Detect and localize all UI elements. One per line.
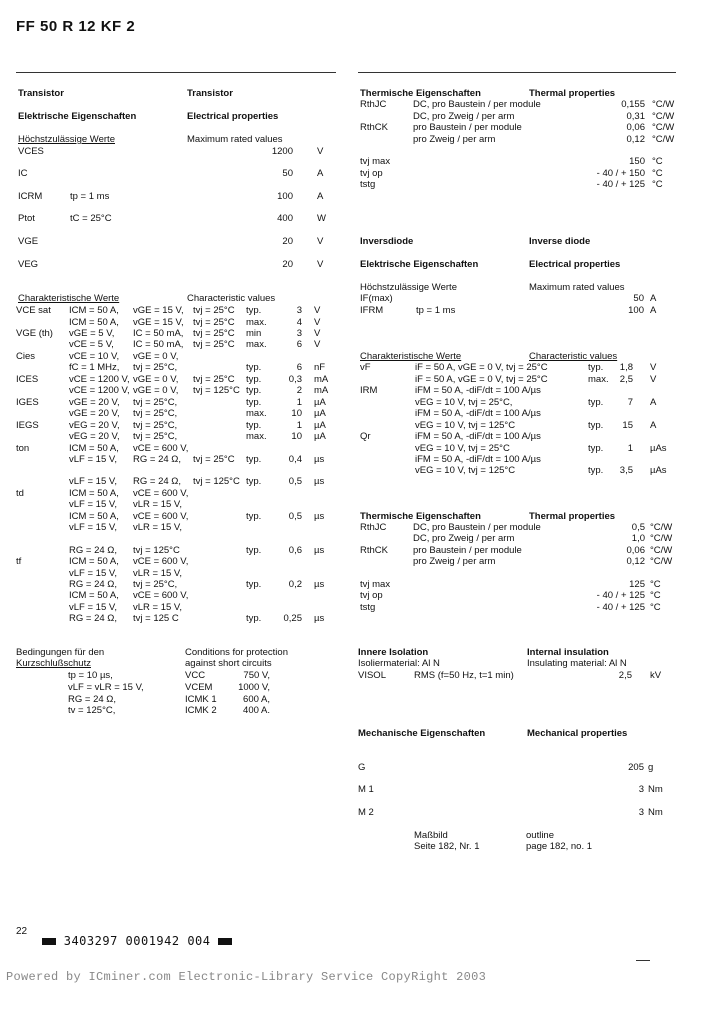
mechanical-unit: g: [648, 762, 654, 773]
char-unit: µA: [314, 420, 326, 431]
char-symbol: VCE sat: [16, 305, 51, 316]
char-value: 0,25: [283, 613, 302, 624]
char-symbol: ICES: [16, 374, 39, 385]
diode-max-condition: tp = 1 ms: [416, 305, 456, 316]
diode-char-condition: iF = 50 A, vGE = 0 V, tvj = 25°C: [415, 362, 548, 373]
diode-thermal-condition: pro Baustein / per module: [413, 545, 522, 556]
char-condition-2: vLR = 15 V,: [133, 602, 183, 613]
diode-char-condition: vEG = 10 V, tvj = 25°C,: [415, 397, 513, 408]
protection-symbol: ICMK 1: [185, 694, 217, 705]
param-symbol: ICRM: [18, 191, 43, 202]
char-condition-1: fC = 1 MHz,: [69, 362, 120, 373]
diode-max-unit: A: [650, 305, 657, 316]
document-title: FF 50 R 12 KF 2: [16, 18, 136, 35]
char-condition-2: RG = 24 Ω,: [133, 476, 182, 487]
thermal-value: 0,06: [626, 122, 645, 133]
char-value: 0,5: [288, 476, 302, 487]
protection-symbol: VCEM: [185, 682, 213, 693]
param-unit: A: [317, 191, 324, 202]
char-condition-3: tvj = 25°C: [193, 305, 235, 316]
char-condition-1: ICM = 50 A,: [69, 317, 119, 328]
protection-value: 400 A.: [243, 705, 270, 716]
param-value: 20: [282, 236, 293, 247]
diode-char-condition: vEG = 10 V, tvj = 125°C: [415, 465, 516, 476]
char-unit: V: [314, 339, 321, 350]
protection-symbol: ICMK 2: [185, 705, 217, 716]
char-value: 0,4: [288, 454, 302, 465]
diode-char-heading-en: Characteristic values: [529, 351, 618, 362]
char-symbol: td: [16, 488, 24, 499]
char-condition-2: tvj = 125 C: [133, 613, 179, 624]
short-circuit-condition-de: RG = 24 Ω,: [68, 694, 117, 705]
param-symbol: VGE: [18, 236, 39, 247]
thermal-symbol: tvj max: [360, 156, 391, 167]
diode-thermal-unit: °C/W: [650, 545, 673, 556]
char-symbol: tf: [16, 556, 22, 567]
param-unit: W: [317, 213, 326, 224]
diode-thermal-unit: °C: [650, 579, 661, 590]
protection-heading-en: Conditions for protection: [185, 647, 288, 658]
char-condition-1: RG = 24 Ω,: [69, 579, 118, 590]
param-symbol: VCES: [18, 146, 44, 157]
mechanical-value: 3: [638, 784, 644, 795]
short-circuit-condition-de: tv = 125°C,: [68, 705, 116, 716]
mechanical-value: 205: [628, 762, 644, 773]
diode-char-qualifier: typ.: [588, 465, 604, 476]
char-condition-1: vLF = 15 V,: [69, 602, 117, 613]
char-value: 0,5: [288, 511, 302, 522]
thermal-unit: °C/W: [652, 111, 675, 122]
char-qualifier: max.: [246, 339, 267, 350]
short-circuit-condition-de: Kurzschlußschutz: [16, 658, 91, 669]
diode-max-heading-de: Höchstzulässige Werte: [360, 282, 457, 293]
diode-char-value: 3,5: [619, 465, 633, 476]
header-rule-left: [16, 72, 336, 73]
diode-char-qualifier: typ.: [588, 420, 604, 431]
diode-electrical-heading-en: Electrical properties: [529, 259, 621, 270]
diode-char-condition: iFM = 50 A, -diF/dt = 100 A/µs: [415, 408, 541, 419]
diode-thermal-unit: °C/W: [650, 533, 673, 544]
char-condition-2: vGE = 15 V,: [133, 317, 184, 328]
char-unit: µs: [314, 511, 325, 522]
char-condition-1: vEG = 20 V,: [69, 420, 120, 431]
char-qualifier: max.: [246, 317, 267, 328]
char-condition-2: tvj = 25°C,: [133, 579, 178, 590]
subsection-heading-en: Electrical properties: [187, 111, 279, 122]
diode-thermal-symbol: RthCK: [360, 545, 388, 556]
insulation-heading-de: Innere Isolation: [358, 647, 429, 658]
inverse-diode-heading-de: Inversdiode: [360, 236, 414, 247]
char-condition-2: tvj = 25°C,: [133, 420, 178, 431]
thermal-symbol: RthCK: [360, 122, 388, 133]
char-qualifier: typ.: [246, 420, 262, 431]
diode-char-unit: V: [650, 362, 657, 373]
char-unit: µs: [314, 476, 325, 487]
thermal-unit: °C: [652, 168, 663, 179]
page-number: 22: [16, 926, 28, 937]
thermal-value: 150: [629, 156, 645, 167]
thermal-unit: °C/W: [652, 122, 675, 133]
diode-char-value: 15: [622, 420, 633, 431]
isolation-symbol: VISOL: [358, 670, 386, 681]
diode-char-unit: µAs: [650, 443, 667, 454]
char-condition-2: tvj = 125°C: [133, 545, 180, 556]
char-value: 10: [291, 431, 302, 442]
thermal-heading-de: Thermische Eigenschaften: [360, 88, 481, 99]
char-value: 0,2: [288, 579, 302, 590]
thermal-value: - 40 / + 150: [596, 168, 645, 179]
param-unit: V: [317, 146, 324, 157]
protection-value: 1000 V,: [238, 682, 270, 693]
diode-thermal-symbol: RthJC: [360, 522, 387, 533]
char-condition-2: RG = 24 Ω,: [133, 454, 182, 465]
char-condition-1: vGE = 20 V,: [69, 408, 120, 419]
char-qualifier: typ.: [246, 454, 262, 465]
char-condition-2: vCE = 600 V,: [133, 511, 189, 522]
diode-char-condition: vEG = 10 V, tvj = 125°C: [415, 420, 516, 431]
char-condition-1: ICM = 50 A,: [69, 556, 119, 567]
char-condition-2: vGE = 0 V,: [133, 374, 179, 385]
char-condition-1: ICM = 50 A,: [69, 443, 119, 454]
short-circuit-condition-de: tp = 10 µs,: [68, 670, 113, 681]
param-value: 50: [282, 168, 293, 179]
char-condition-2: vGE = 0 V,: [133, 351, 179, 362]
diode-thermal-value: 0,12: [626, 556, 645, 567]
diode-char-qualifier: typ.: [588, 362, 604, 373]
thermal-symbol: tstg: [360, 179, 376, 190]
thermal-value: 0,155: [621, 99, 645, 110]
powered-by-footer: Powered by ICminer.com Electronic-Library Service CopyRight 2003: [6, 970, 487, 984]
diode-max-value: 100: [628, 305, 644, 316]
char-qualifier: typ.: [246, 579, 262, 590]
char-condition-2: vLR = 15 V,: [133, 522, 183, 533]
thermal-value: 0,31: [626, 111, 645, 122]
diode-max-symbol: IF(max): [360, 293, 393, 304]
char-value: 6: [296, 339, 302, 350]
char-value: 3: [296, 305, 302, 316]
char-qualifier: typ.: [246, 374, 262, 385]
diode-thermal-value: - 40 / + 125: [596, 590, 645, 601]
thermal-condition: pro Baustein / per module: [413, 122, 522, 133]
thermal-heading-en: Thermal properties: [529, 88, 616, 99]
char-condition-2: tvj = 25°C,: [133, 431, 178, 442]
characteristic-heading-de: Charakteristische Werte: [18, 293, 120, 304]
char-value: 4: [296, 317, 302, 328]
header-rule-right: [358, 72, 676, 73]
thermal-condition: DC, pro Zweig / per arm: [413, 111, 515, 122]
diode-char-condition: iF = 50 A, vGE = 0 V, tvj = 25°C: [415, 374, 548, 385]
char-unit: µA: [314, 397, 326, 408]
char-value: 6: [296, 362, 302, 373]
diode-char-unit: V: [650, 374, 657, 385]
char-condition-1: ICM = 50 A,: [69, 590, 119, 601]
diode-thermal-symbol: tvj max: [360, 579, 391, 590]
diode-char-value: 1,8: [619, 362, 633, 373]
barcode-block-right: [218, 938, 232, 945]
inverse-diode-heading-en: Inverse diode: [529, 236, 591, 247]
diode-thermal-value: 0,06: [626, 545, 645, 556]
char-condition-1: ICM = 50 A,: [69, 511, 119, 522]
char-unit: µs: [314, 579, 325, 590]
char-condition-1: vCE = 1200 V,: [69, 374, 130, 385]
char-qualifier: typ.: [246, 362, 262, 373]
char-unit: µs: [314, 454, 325, 465]
thermal-value: - 40 / + 125: [596, 179, 645, 190]
diode-char-condition: iFM = 50 A, -diF/dt = 100 A/µs: [415, 431, 541, 442]
diode-thermal-unit: °C: [650, 602, 661, 613]
mechanical-symbol: G: [358, 762, 366, 773]
char-symbol: Cies: [16, 351, 36, 362]
thermal-value: 0,12: [626, 134, 645, 145]
char-unit: mA: [314, 374, 329, 385]
diode-thermal-condition: pro Zweig / per arm: [413, 556, 496, 567]
mechanical-symbol: M 1: [358, 784, 374, 795]
char-condition-3: tvj = 25°C: [193, 339, 235, 350]
mechanical-value: 3: [638, 807, 644, 818]
char-condition-1: vCE = 5 V,: [69, 339, 114, 350]
param-value: 100: [277, 191, 293, 202]
char-qualifier: max.: [246, 408, 267, 419]
param-condition: tC = 25°C: [70, 213, 112, 224]
insulation-heading-en: Internal insulation: [527, 647, 609, 658]
diode-thermal-value: - 40 / + 125: [596, 602, 645, 613]
char-unit: V: [314, 305, 321, 316]
char-condition-1: vLF = 15 V,: [69, 568, 117, 579]
char-qualifier: typ.: [246, 305, 262, 316]
isolation-unit: kV: [650, 670, 662, 681]
char-condition-1: ICM = 50 A,: [69, 488, 119, 499]
short-circuit-condition-de: Bedingungen für den: [16, 647, 105, 658]
char-value: 1: [296, 420, 302, 431]
char-condition-2: vCE = 600 V,: [133, 443, 189, 454]
diode-max-unit: A: [650, 293, 657, 304]
char-unit: µA: [314, 431, 326, 442]
char-qualifier: typ.: [246, 476, 262, 487]
subsection-heading-de: Elektrische Eigenschaften: [18, 111, 137, 122]
thermal-condition: DC, pro Baustein / per module: [413, 99, 541, 110]
diode-char-symbol: vF: [360, 362, 371, 373]
mechanical-heading-en: Mechanical properties: [527, 728, 628, 739]
diode-thermal-condition: DC, pro Baustein / per module: [413, 522, 541, 533]
char-value: 3: [296, 328, 302, 339]
protection-value: 600 A,: [243, 694, 270, 705]
characteristic-heading-en: Characteristic values: [187, 293, 276, 304]
char-condition-2: vLR = 15 V,: [133, 499, 183, 510]
diode-thermal-symbol: tstg: [360, 602, 376, 613]
mechanical-heading-de: Mechanische Eigenschaften: [358, 728, 486, 739]
thermal-symbol: tvj op: [360, 168, 383, 179]
char-value: 10: [291, 408, 302, 419]
char-symbol: IEGS: [16, 420, 39, 431]
char-value: 0,6: [288, 545, 302, 556]
char-symbol: IGES: [16, 397, 39, 408]
char-qualifier: typ.: [246, 397, 262, 408]
char-condition-2: vCE = 600 V,: [133, 590, 189, 601]
param-value: 1200: [271, 146, 293, 157]
barcode-block-left: [42, 938, 56, 945]
char-qualifier: typ.: [246, 545, 262, 556]
diode-char-value: 7: [627, 397, 633, 408]
char-value: 2: [296, 385, 302, 396]
char-qualifier: typ.: [246, 385, 262, 396]
char-condition-2: vGE = 15 V,: [133, 305, 184, 316]
param-value: 20: [282, 259, 293, 270]
char-value: 0,3: [288, 374, 302, 385]
thermal-symbol: RthJC: [360, 99, 387, 110]
param-value: 400: [277, 213, 293, 224]
char-symbol: VGE (th): [16, 328, 53, 339]
mechanical-symbol: M 2: [358, 807, 374, 818]
char-condition-3: tvj = 125°C: [193, 385, 240, 396]
diode-thermal-value: 1,0: [631, 533, 645, 544]
diode-char-condition: iFM = 50 A, -diF/dt = 100 A/µs: [415, 385, 541, 396]
char-condition-2: tvj = 25°C,: [133, 408, 178, 419]
thermal-unit: °C/W: [652, 99, 675, 110]
diode-max-value: 50: [633, 293, 644, 304]
diode-char-qualifier: typ.: [588, 443, 604, 454]
section-heading-de: Transistor: [18, 88, 64, 99]
char-qualifier: typ.: [246, 511, 262, 522]
char-condition-2: IC = 50 mA,: [133, 328, 184, 339]
char-condition-3: tvj = 25°C: [193, 454, 235, 465]
char-unit: µs: [314, 613, 325, 624]
char-condition-2: vCE = 600 V,: [133, 556, 189, 567]
char-value: 1: [296, 397, 302, 408]
param-condition: tp = 1 ms: [70, 191, 110, 202]
char-qualifier: min: [246, 328, 262, 339]
margin-mark: [636, 960, 650, 961]
isolation-condition: RMS (f=50 Hz, t=1 min): [414, 670, 514, 681]
thermal-unit: °C: [652, 156, 663, 167]
char-condition-3: tvj = 25°C: [193, 328, 235, 339]
diode-max-symbol: IFRM: [360, 305, 384, 316]
diode-char-heading-de: Charakteristische Werte: [360, 351, 462, 362]
thermal-unit: °C/W: [652, 134, 675, 145]
outline-reference-en: page 182, no. 1: [526, 841, 593, 852]
char-qualifier: typ.: [246, 613, 262, 624]
diode-char-unit: µAs: [650, 465, 667, 476]
char-unit: nF: [314, 362, 326, 373]
insulation-material-de: Isoliermaterial: Al N: [358, 658, 440, 669]
diode-char-unit: A: [650, 397, 657, 408]
char-unit: µs: [314, 545, 325, 556]
char-condition-2: tvj = 25°C,: [133, 362, 178, 373]
thermal-unit: °C: [652, 179, 663, 190]
diode-thermal-unit: °C/W: [650, 522, 673, 533]
param-unit: V: [317, 259, 324, 270]
char-qualifier: max.: [246, 431, 267, 442]
outline-label-en: outline: [526, 830, 554, 841]
char-condition-1: vLF = 15 V,: [69, 476, 117, 487]
diode-char-condition: iFM = 50 A, -diF/dt = 100 A/µs: [415, 454, 541, 465]
isolation-value: 2,5: [618, 670, 632, 681]
protection-value: 750 V,: [243, 670, 270, 681]
char-condition-1: RG = 24 Ω,: [69, 545, 118, 556]
diode-char-value: 1: [627, 443, 633, 454]
section-heading-en: Transistor: [187, 88, 233, 99]
barcode-number: 3403297 0001942 004: [63, 934, 211, 948]
diode-thermal-value: 125: [629, 579, 645, 590]
char-condition-2: IC = 50 mA,: [133, 339, 184, 350]
insulation-material-en: Insulating material: Al N: [527, 658, 627, 669]
outline-reference-de: Seite 182, Nr. 1: [414, 841, 480, 852]
char-condition-1: vCE = 10 V,: [69, 351, 120, 362]
thermal-condition: pro Zweig / per arm: [413, 134, 496, 145]
diode-char-unit: A: [650, 420, 657, 431]
diode-thermal-value: 0,5: [631, 522, 645, 533]
char-unit: mA: [314, 385, 329, 396]
diode-thermal-heading-en: Thermal properties: [529, 511, 616, 522]
diode-char-qualifier: typ.: [588, 397, 604, 408]
diode-char-condition: vEG = 10 V, tvj = 25°C: [415, 443, 510, 454]
char-condition-3: tvj = 25°C: [193, 317, 235, 328]
param-unit: A: [317, 168, 324, 179]
param-symbol: IC: [18, 168, 28, 179]
char-condition-3: tvj = 25°C: [193, 374, 235, 385]
char-condition-1: RG = 24 Ω,: [69, 613, 118, 624]
max-values-heading-en: Maximum rated values: [187, 134, 283, 145]
char-symbol: ton: [16, 443, 30, 454]
diode-char-qualifier: max.: [588, 374, 609, 385]
diode-thermal-unit: °C/W: [650, 556, 673, 567]
diode-thermal-heading-de: Thermische Eigenschaften: [360, 511, 481, 522]
char-condition-1: vLF = 15 V,: [69, 522, 117, 533]
char-condition-3: tvj = 125°C: [193, 476, 240, 487]
diode-electrical-heading-de: Elektrische Eigenschaften: [360, 259, 479, 270]
diode-max-heading-en: Maximum rated values: [529, 282, 625, 293]
char-condition-1: vGE = 5 V,: [69, 328, 115, 339]
char-condition-1: vEG = 20 V,: [69, 431, 120, 442]
char-condition-2: vLR = 15 V,: [133, 568, 183, 579]
char-unit: V: [314, 317, 321, 328]
mechanical-unit: Nm: [648, 784, 663, 795]
max-values-heading-de: Höchstzulässige Werte: [18, 134, 115, 145]
diode-char-symbol: Qr: [360, 431, 371, 442]
param-unit: V: [317, 236, 324, 247]
diode-thermal-symbol: tvj op: [360, 590, 383, 601]
diode-char-value: 2,5: [619, 374, 633, 385]
char-condition-1: ICM = 50 A,: [69, 305, 119, 316]
char-condition-1: vGE = 20 V,: [69, 397, 120, 408]
param-symbol: Ptot: [18, 213, 35, 224]
diode-char-symbol: IRM: [360, 385, 378, 396]
char-condition-1: vLF = 15 V,: [69, 454, 117, 465]
diode-thermal-condition: DC, pro Zweig / per arm: [413, 533, 515, 544]
char-condition-2: vCE = 600 V,: [133, 488, 189, 499]
char-unit: µA: [314, 408, 326, 419]
char-condition-1: vCE = 1200 V,: [69, 385, 130, 396]
char-unit: V: [314, 328, 321, 339]
protection-heading-en: against short circuits: [185, 658, 272, 669]
param-symbol: VEG: [18, 259, 39, 270]
diode-thermal-unit: °C: [650, 590, 661, 601]
char-condition-2: tvj = 25°C,: [133, 397, 178, 408]
protection-symbol: VCC: [185, 670, 206, 681]
mechanical-unit: Nm: [648, 807, 663, 818]
char-condition-2: vGE = 0 V,: [133, 385, 179, 396]
short-circuit-condition-de: vLF = vLR = 15 V,: [68, 682, 144, 693]
barcode-line: [42, 934, 232, 948]
char-condition-1: vLF = 15 V,: [69, 499, 117, 510]
outline-label-de: Maßbild: [414, 830, 448, 841]
